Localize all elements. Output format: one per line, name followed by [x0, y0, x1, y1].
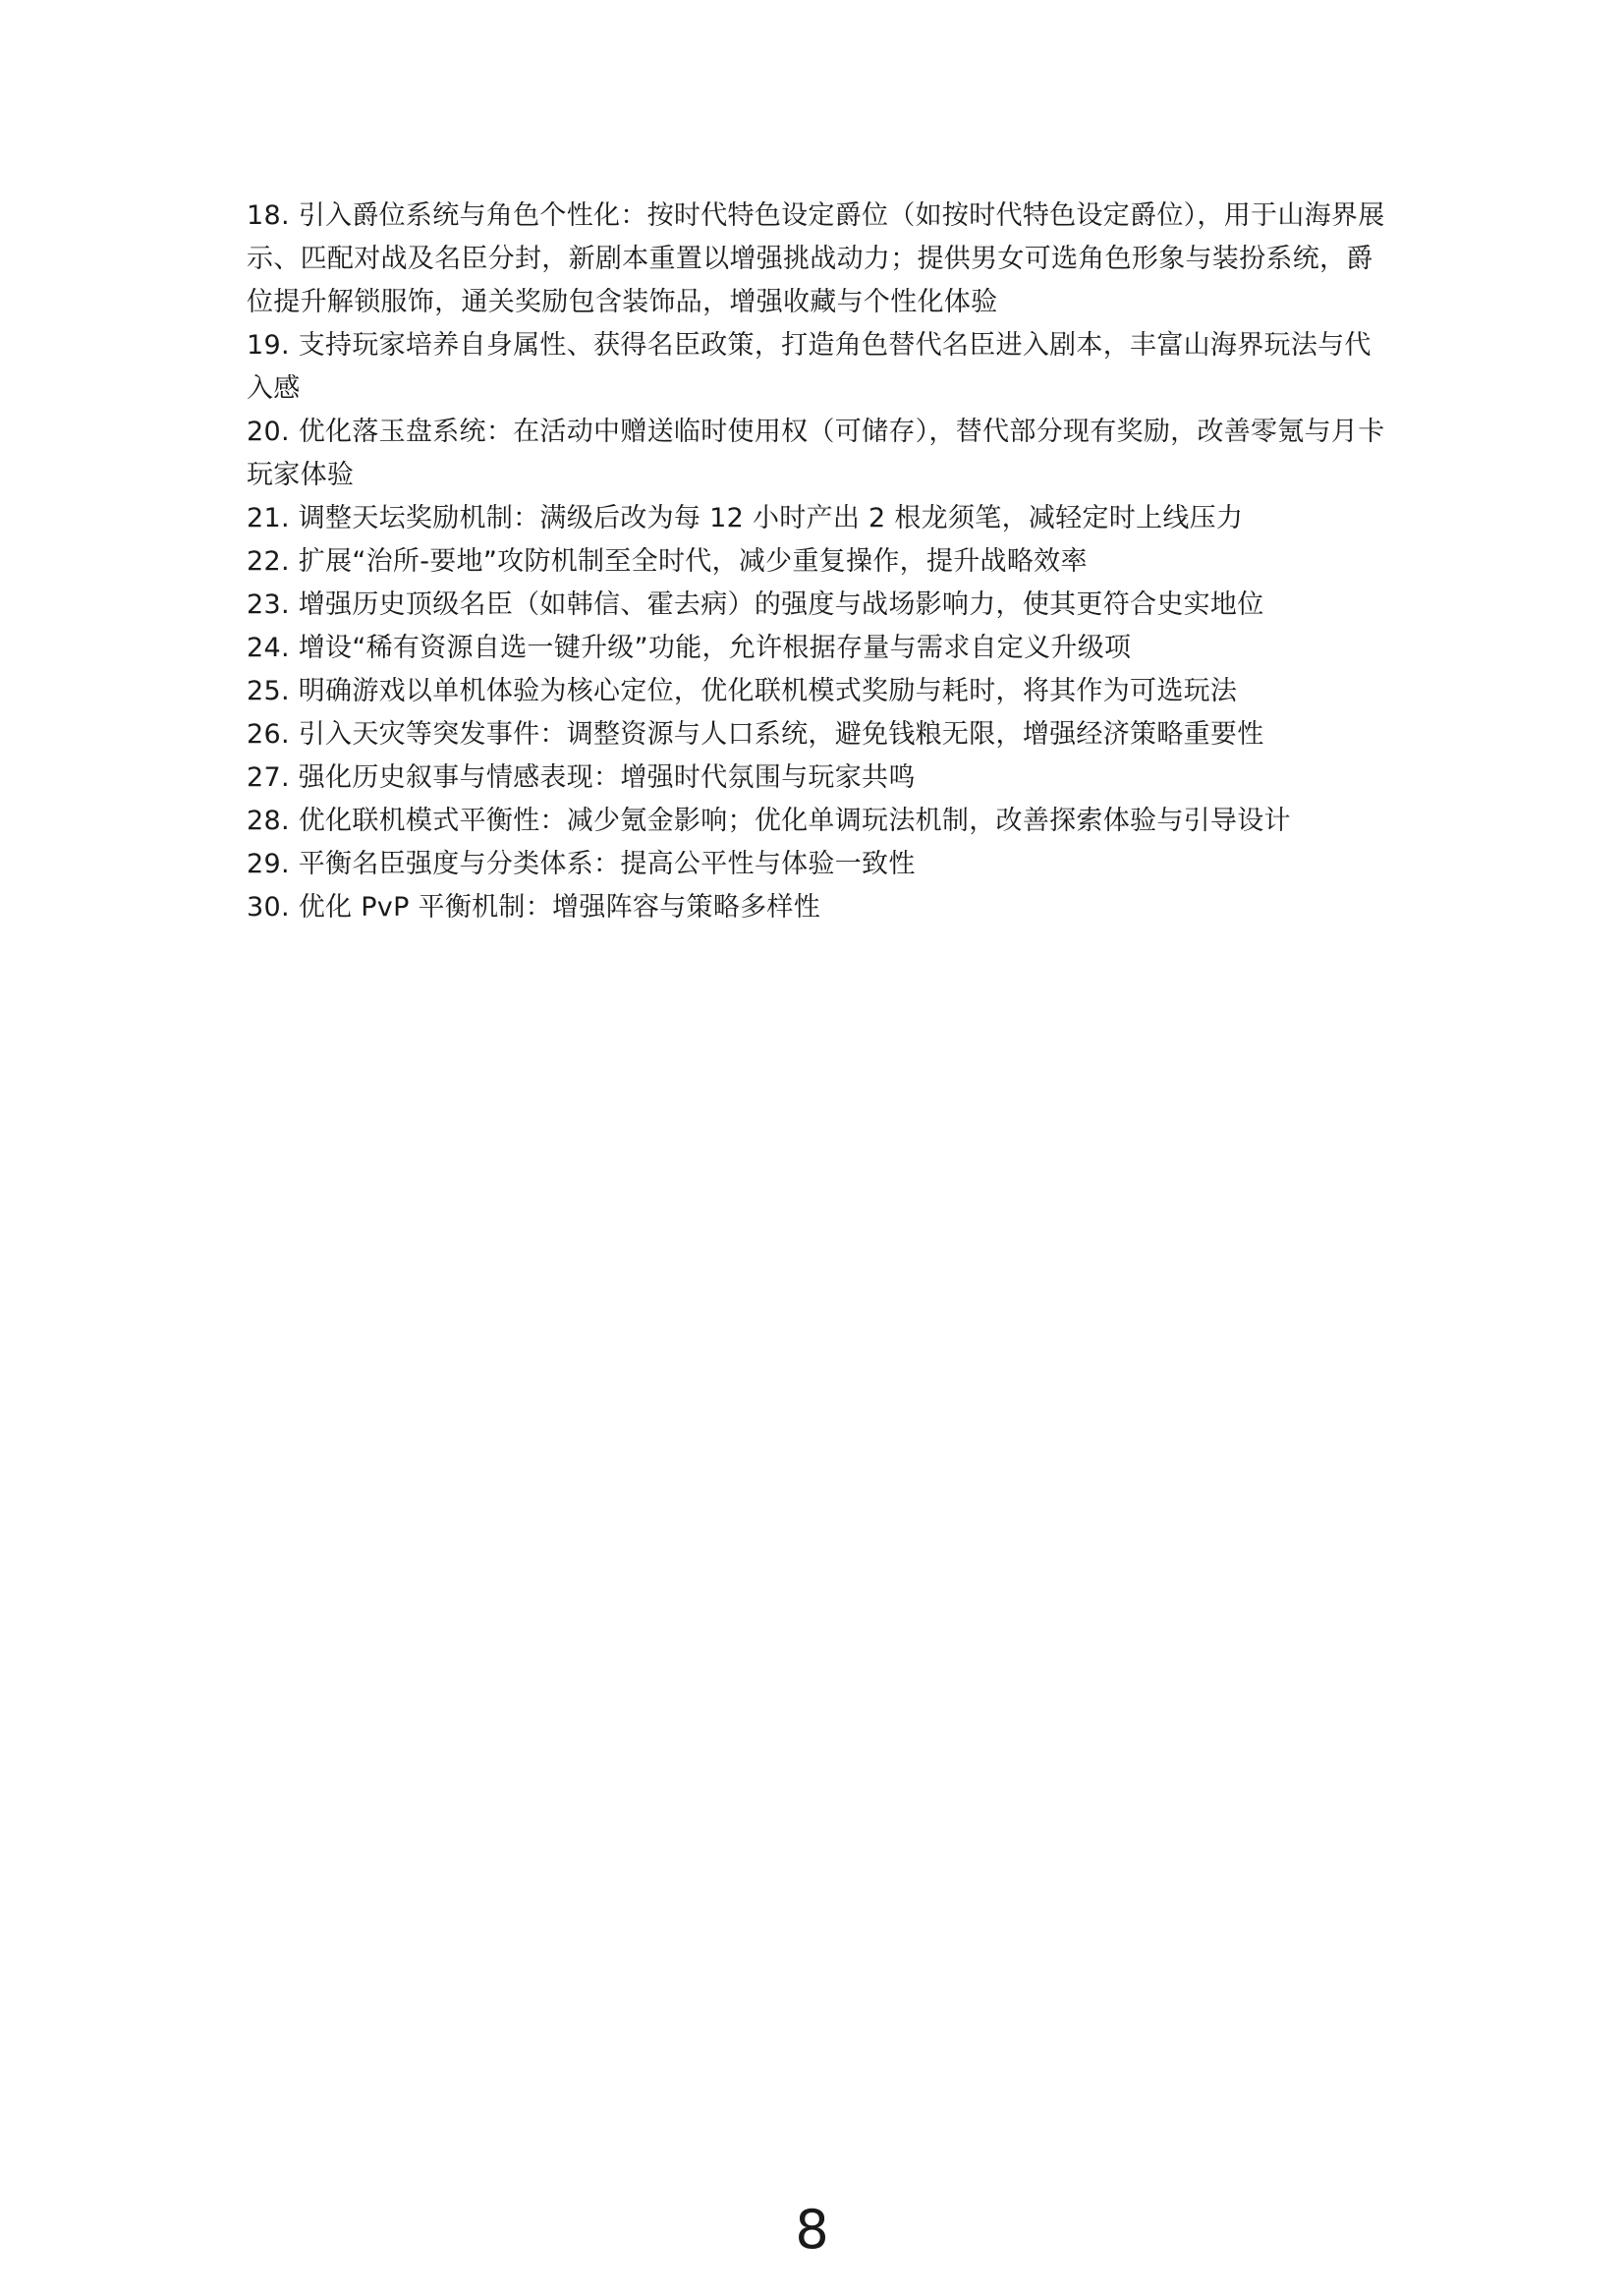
- list-item-29: 29. 平衡名臣强度与分类体系：提高公平性与体验一致性: [247, 849, 916, 879]
- list-item-27: 27. 强化历史叙事与情感表现：增强时代氛围与玩家共鸣: [247, 762, 916, 793]
- numbered-list: [247, 195, 1386, 929]
- list-item-22: 22. 扩展“治所-要地”攻防机制至全时代，减少重复操作，提升战略效率: [247, 546, 1088, 577]
- list-item-19: 19. 支持玩家培养自身属性、获得名臣政策，打造角色替代名臣进入剧本，丰富山海界玩法与代入感: [247, 330, 1372, 404]
- page-number: 8: [795, 2199, 829, 2261]
- list-item-21: 21. 调整天坛奖励机制：满级后改为每 12 小时产出 2 根龙须笔，减轻定时上线压力: [247, 503, 1244, 533]
- list-item-25: 25. 明确游戏以单机体验为核心定位，优化联机模式奖励与耗时，将其作为可选玩法: [247, 676, 1238, 706]
- list-item-20: 20. 优化落玉盘系统：在活动中赠送临时使用权（可储存），替代部分现有奖励，改善零氪与月卡玩家体验: [247, 417, 1385, 490]
- list-item-18: 18. 引入爵位系统与角色个性化：按时代特色设定爵位（如按时代特色设定爵位），用于山海界展示、匹配对战及名臣分封，新剧本重置以增强挑战动力；提供男女可选角色形象与装扮系统，爵位提升解锁服饰，通关奖励包含装饰品，增强收藏与个性化体验: [247, 200, 1385, 317]
- list-item-28: 28. 优化联机模式平衡性：减少氪金影响；优化单调玩法机制，改善探索体验与引导设计: [247, 806, 1291, 836]
- list-item-26: 26. 引入天灾等突发事件：调整资源与人口系统，避免钱粮无限，增强经济策略重要性: [247, 719, 1264, 750]
- list-item-30: 30. 优化 PvP 平衡机制：增强阵容与策略多样性: [247, 892, 821, 923]
- list-item-23: 23. 增强历史顶级名臣（如韩信、霍去病）的强度与战场影响力，使其更符合史实地位: [247, 589, 1264, 620]
- list-item-24: 24. 增设“稀有资源自选一键升级”功能，允许根据存量与需求自定义升级项: [247, 633, 1132, 663]
